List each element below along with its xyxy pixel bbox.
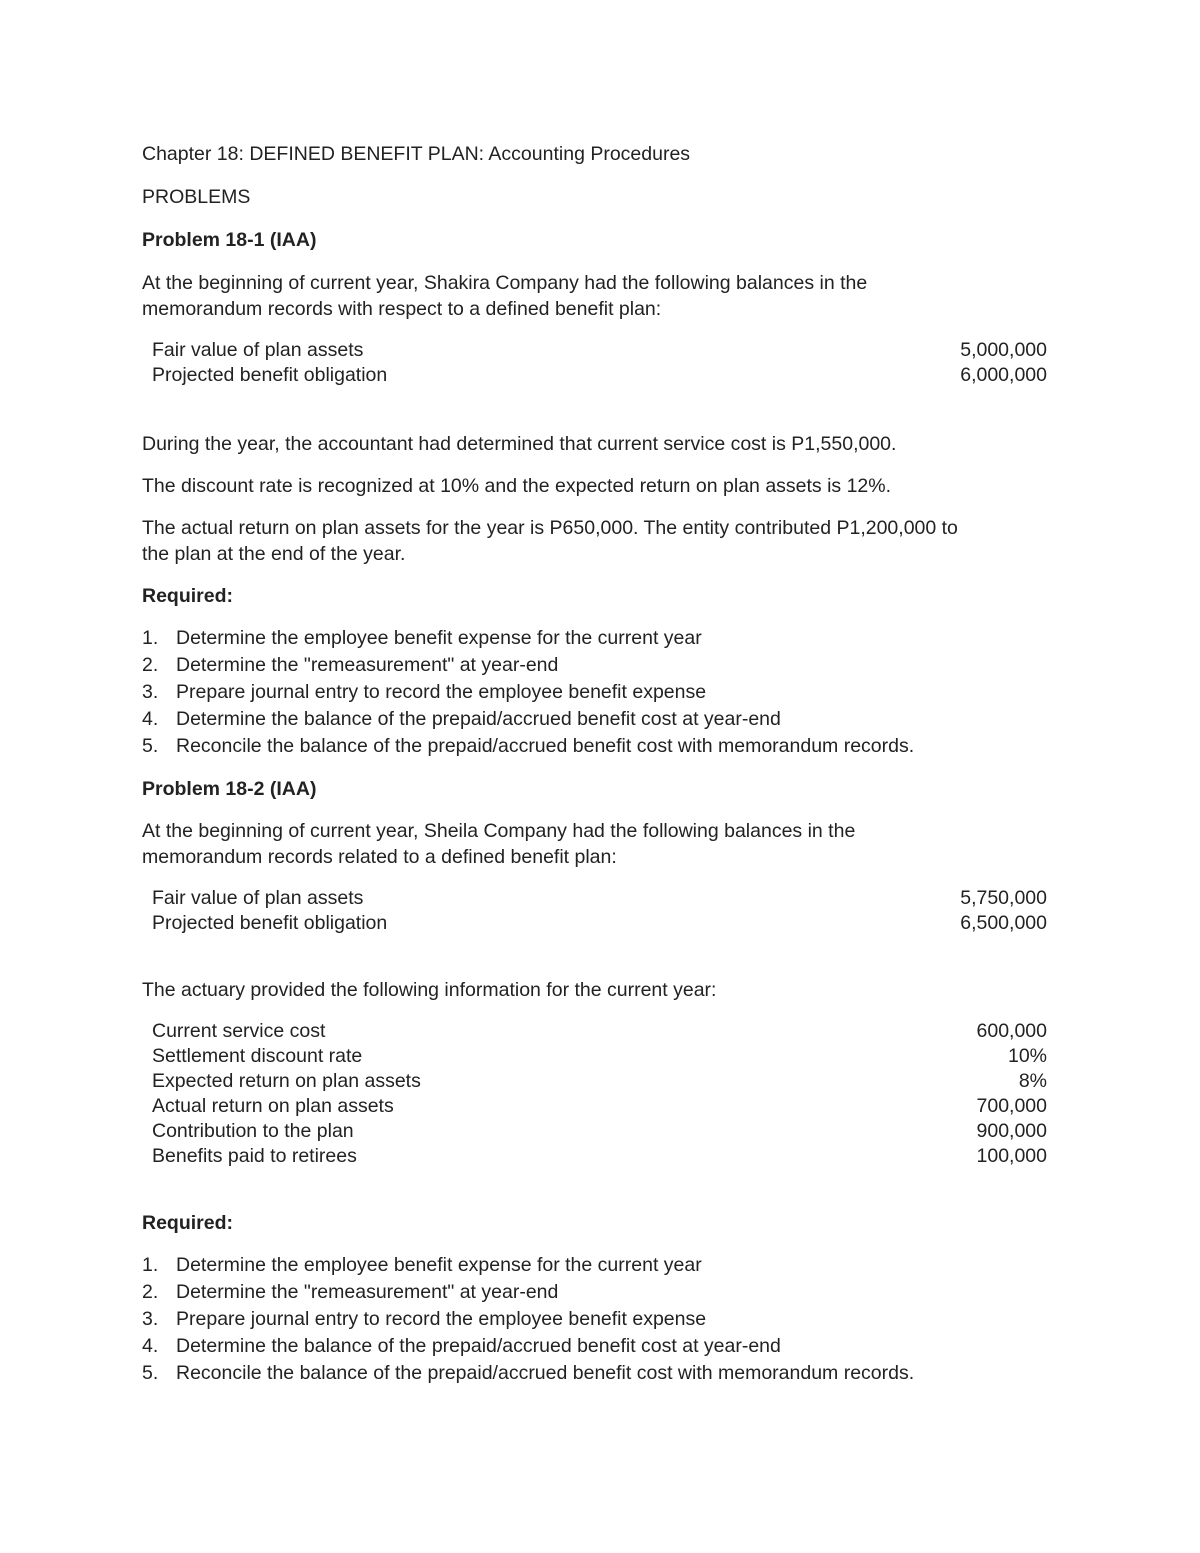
- list-item-text: Determine the balance of the prepaid/accrued benefit cost at year-end: [176, 708, 781, 730]
- chapter-title: Chapter 18: DEFINED BENEFIT PLAN: Accounting Procedures: [142, 143, 691, 165]
- ledger-amount: 8%: [1018, 1070, 1047, 1092]
- ledger-amount: 5,750,000: [960, 887, 1047, 909]
- list-item-number: 1.: [142, 627, 159, 649]
- ledger-label: Fair value of plan assets: [152, 887, 364, 909]
- list-item: [142, 652, 1052, 679]
- ledger-label: Fair value of plan assets: [152, 339, 364, 361]
- list-item: [142, 1279, 1052, 1306]
- problem-2-required-label: Required:: [142, 1212, 234, 1234]
- problem-1-balances-table: [152, 338, 1047, 388]
- ledger-label: Actual return on plan assets: [152, 1095, 394, 1117]
- problem-1-required-list: [142, 625, 1052, 760]
- section-label: PROBLEMS: [142, 186, 251, 208]
- problem-2-heading: Problem 18-2 (IAA): [142, 778, 317, 800]
- ledger-amount: 900,000: [976, 1120, 1047, 1142]
- problem-1-discount-rate-paragraph: The discount rate is recognized at 10% and the expected return on plan assets is 12%.: [142, 475, 892, 497]
- ledger-amount: 700,000: [976, 1095, 1047, 1117]
- ledger-row: [152, 1144, 1047, 1169]
- list-item-number: 3.: [142, 681, 159, 703]
- list-item-number: 4.: [142, 1335, 159, 1357]
- document-page: [142, 141, 1052, 1387]
- problem-1-actual-return-line-2: the plan at the end of the year.: [142, 543, 406, 565]
- list-item-number: 2.: [142, 1281, 159, 1303]
- ledger-amount: 100,000: [976, 1145, 1047, 1167]
- ledger-row: [152, 338, 1047, 363]
- list-item: [142, 733, 1052, 760]
- list-item-text: Reconcile the balance of the prepaid/accrued benefit cost with memorandum records.: [176, 1362, 915, 1384]
- ledger-row: [152, 363, 1047, 388]
- problem-2-intro-line-1: At the beginning of current year, Sheila Company had the following balances in the: [142, 820, 856, 842]
- problem-2-actuary-intro: The actuary provided the following information for the current year:: [142, 979, 717, 1001]
- problem-1-service-cost-paragraph: During the year, the accountant had determined that current service cost is P1,550,000.: [142, 433, 897, 455]
- ledger-amount: 600,000: [976, 1020, 1047, 1042]
- ledger-amount: 10%: [1007, 1045, 1047, 1067]
- problem-2-required-list: [142, 1252, 1052, 1387]
- list-item-text: Prepare journal entry to record the employee benefit expense: [176, 681, 707, 703]
- list-item-number: 2.: [142, 654, 159, 676]
- list-item-number: 3.: [142, 1308, 159, 1330]
- list-item-number: 5.: [142, 1362, 159, 1384]
- ledger-amount: 5,000,000: [960, 339, 1047, 361]
- problem-2-intro-line-2: memorandum records related to a defined benefit plan:: [142, 846, 617, 868]
- ledger-label: Benefits paid to retirees: [152, 1145, 357, 1167]
- list-item: [142, 706, 1052, 733]
- ledger-label: Expected return on plan assets: [152, 1070, 421, 1092]
- ledger-label: Settlement discount rate: [152, 1045, 363, 1067]
- list-item-text: Determine the balance of the prepaid/accrued benefit cost at year-end: [176, 1335, 781, 1357]
- list-item-text: Determine the "remeasurement" at year-end: [176, 654, 559, 676]
- list-item-text: Determine the employee benefit expense for the current year: [176, 627, 702, 649]
- list-item: [142, 1252, 1052, 1279]
- problem-1-intro-line-2: memorandum records with respect to a defined benefit plan:: [142, 298, 662, 320]
- problem-2-balances-table: [152, 886, 1047, 936]
- list-item-text: Determine the employee benefit expense for the current year: [176, 1254, 702, 1276]
- problem-2-actuary-table: [152, 1019, 1047, 1169]
- problem-1-actual-return-line-1: The actual return on plan assets for the year is P650,000. The entity contributed P1,200,000 to: [142, 517, 958, 539]
- ledger-row: [152, 886, 1047, 911]
- list-item-text: Reconcile the balance of the prepaid/accrued benefit cost with memorandum records.: [176, 735, 915, 757]
- list-item: [142, 679, 1052, 706]
- list-item-text: Prepare journal entry to record the employee benefit expense: [176, 1308, 707, 1330]
- list-item: [142, 1360, 1052, 1387]
- ledger-label: Projected benefit obligation: [152, 364, 388, 386]
- ledger-label: Projected benefit obligation: [152, 912, 388, 934]
- ledger-row: [152, 1119, 1047, 1144]
- list-item-text: Determine the "remeasurement" at year-end: [176, 1281, 559, 1303]
- ledger-label: Current service cost: [152, 1020, 326, 1042]
- list-item-number: 1.: [142, 1254, 159, 1276]
- problem-1-intro-line-1: At the beginning of current year, Shakira Company had the following balances in the: [142, 272, 868, 294]
- ledger-row: [152, 1094, 1047, 1119]
- ledger-row: [152, 1044, 1047, 1069]
- ledger-label: Contribution to the plan: [152, 1120, 354, 1142]
- problem-1-heading: Problem 18-1 (IAA): [142, 229, 317, 251]
- list-item-number: 5.: [142, 735, 159, 757]
- ledger-row: [152, 1069, 1047, 1094]
- list-item-number: 4.: [142, 708, 159, 730]
- problem-1-required-label: Required:: [142, 585, 234, 607]
- ledger-row: [152, 911, 1047, 936]
- list-item: [142, 1306, 1052, 1333]
- list-item: [142, 625, 1052, 652]
- list-item: [142, 1333, 1052, 1360]
- ledger-row: [152, 1019, 1047, 1044]
- ledger-amount: 6,500,000: [960, 912, 1047, 934]
- ledger-amount: 6,000,000: [960, 364, 1047, 386]
